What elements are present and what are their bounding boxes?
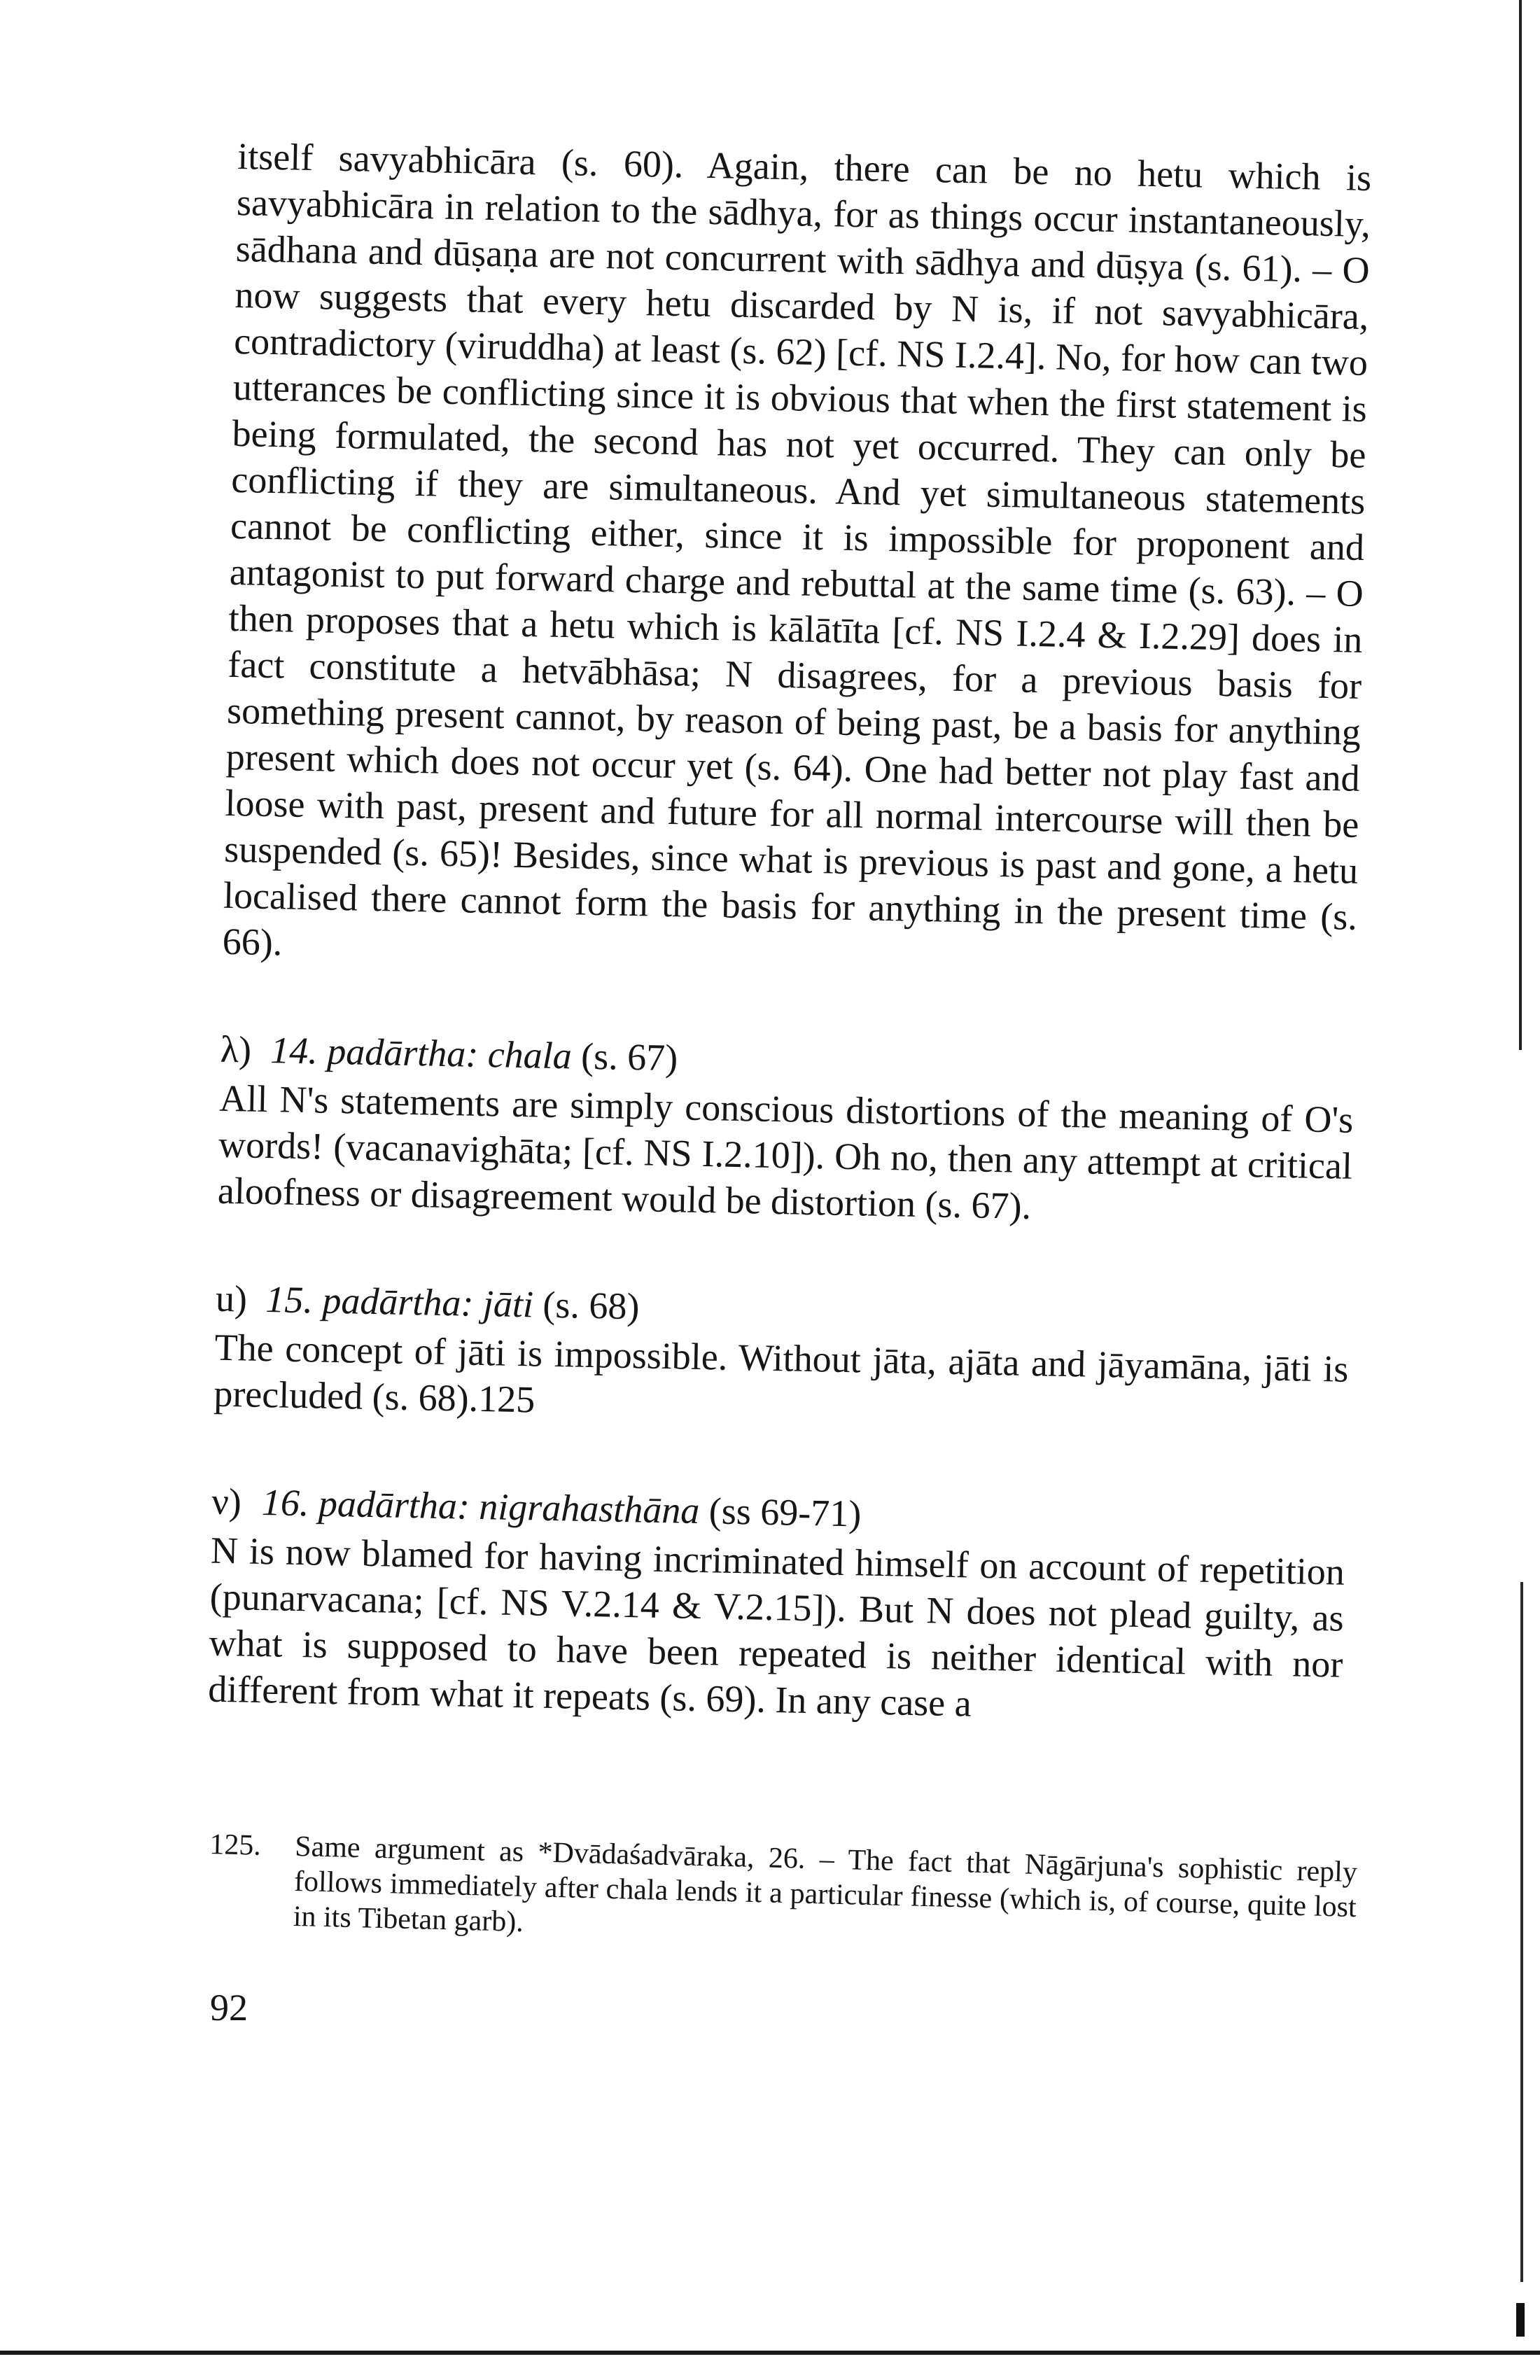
section-body: The concept of jāti is impossible. Without jāta, ajāta and jāyamāna, jāti is precluded (s. 68).125 xyxy=(213,1326,1349,1421)
main-text xyxy=(208,133,1372,1734)
section-marker: u) xyxy=(215,1277,248,1320)
page-edge-line xyxy=(1519,0,1522,1050)
scan-bottom-rule xyxy=(0,2351,1540,2355)
page-edge-mark xyxy=(1516,2303,1525,2337)
footnote-text: Same argument as *Dvādaśadvāraka, 26. – The fact that Nāgārjuna's sophistic reply follows immediately after chala lends it a particular finesse (which is, of course, quite lost in its Tibetan garb). xyxy=(293,1830,1358,1938)
page-edge-line xyxy=(1520,1582,1523,2282)
section-marker: ν) xyxy=(211,1480,242,1523)
opening-paragraph: itself savyabhicāra (s. 60). Again, there can be no hetu which is savyabhicāra in relation to the sādhya, for as things occur instantaneously, sādhana and dūṣaṇa are not concurrent with sādhya and dūṣya (s. 61). – O now suggests that every hetu discarded by N is, if not savyabhicāra, contradictory (viruddha) at least (s. 62) [cf. NS I.2.4]. No, for how can two utterances be conflicting since it is obvious that when the first statement is being formulated, the second has not yet occurred. They can only be conflicting if they are simultaneous. And yet simultaneous statements cannot be conflicting either, since it is impossible for proponent and antagonist to put forward charge and rebuttal at the same time (s. 63). – O then proposes that a hetu which is kālātīta [cf. NS I.2.4 & I.2.29] does in fact constitute a hetvābhāsa; N disagrees, for a previous basis for something present cannot, by reason of being past, be a basis for anything present which does not occur yet (s. 64). One had better not play fast and loose with past, present and future for all normal intercourse will then be suspended (s. 65)! Besides, since what is previous is past and gone, a hetu localised there cannot form the basis for anything in the present time (s. 66). xyxy=(222,134,1372,964)
section-marker: λ) xyxy=(220,1028,252,1071)
page-number: 92 xyxy=(210,1987,248,2029)
section-chala xyxy=(217,1026,1354,1236)
section-title: 15. padārtha: jāti xyxy=(265,1278,534,1326)
section-title: 14. padārtha: chala xyxy=(270,1029,573,1077)
section-body: All N's statements are simply conscious distortions of the meaning of O's words! (vacanavighāta; [cf. NS I.2.10]). Oh no, then any attempt at critical aloofness or disagreement would be distortion (s. 67). xyxy=(217,1077,1354,1228)
section-title: 16. padārtha: nigrahasthāna xyxy=(261,1481,700,1532)
section-ref: (ss 69-71) xyxy=(708,1490,862,1535)
section-body: N is now blamed for having incriminated himself on account of repetition (punarvacana; [cf. NS V.2.14 & V.2.15]). But N does not plead guilty, as what is supposed to have been repeated is neither identical with nor different from what it repeats (s. 69). In any case a xyxy=(207,1529,1345,1725)
footnote-number: 125. xyxy=(209,1828,262,1862)
section-ref: (s. 68) xyxy=(542,1283,640,1328)
footnote xyxy=(207,1827,1357,1960)
section-nigrahasthana xyxy=(208,1478,1346,1734)
section-ref: (s. 67) xyxy=(580,1035,678,1079)
section-jati xyxy=(214,1275,1350,1438)
